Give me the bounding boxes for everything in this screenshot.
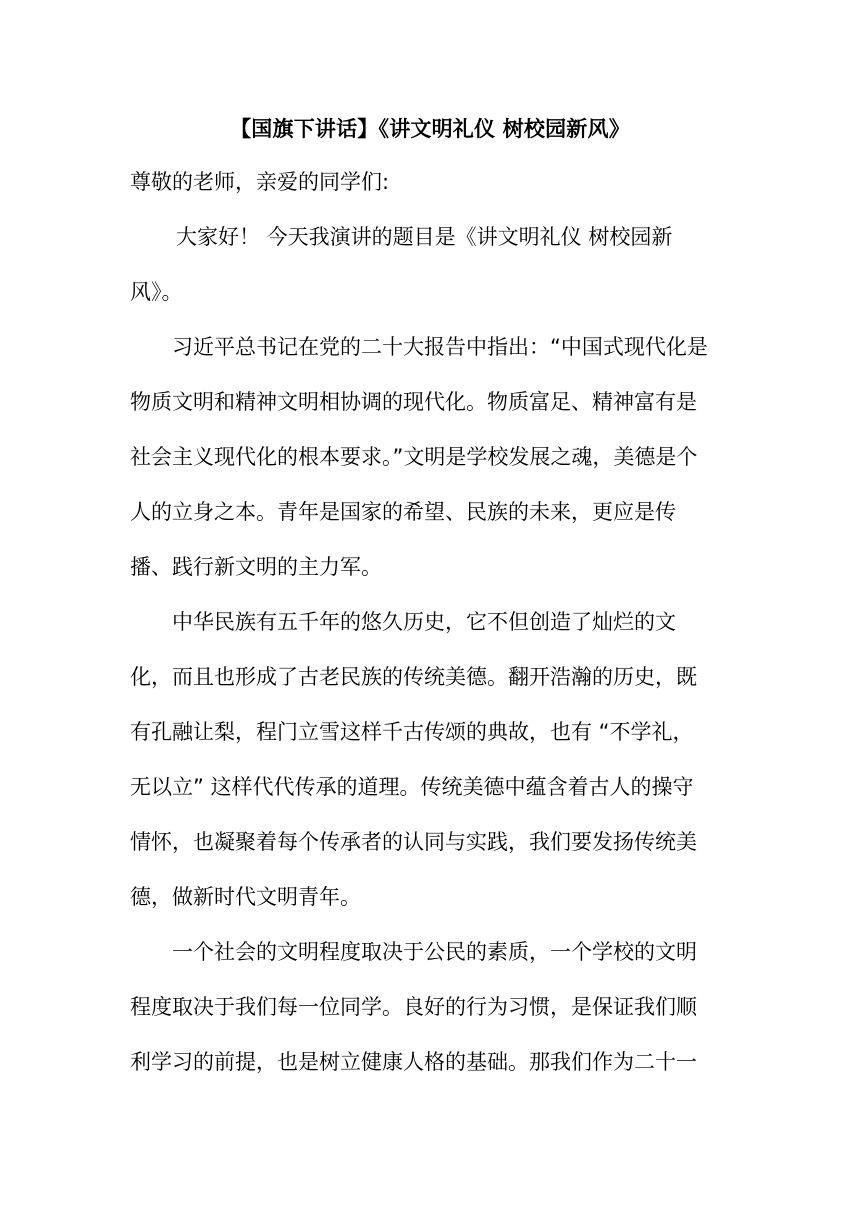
- body-line: 风》。: [130, 280, 183, 304]
- body-line: 利学习的前提，也是树立健康人格的基础。那我们作为二十一: [130, 1050, 697, 1074]
- body-line: 中华民族有五千年的悠久历史，它不但创造了灿烂的文: [172, 610, 676, 634]
- body-line: 社会主义现代化的根本要求。”文明是学校发展之魂，美德是个: [130, 445, 698, 469]
- body-line: 习近平总书记在党的二十大报告中指出：“中国式现代化是: [172, 335, 708, 359]
- body-line: 情怀，也凝聚着每个传承者的认同与实践，我们要发扬传统美: [130, 830, 697, 854]
- body-line: 化，而且也形成了古老民族的传统美德。翻开浩瀚的历史，既: [130, 665, 697, 689]
- body-line: 无以立” 这样代代传承的道理。传统美德中蕴含着古人的操守: [130, 775, 694, 799]
- body-line: 德，做新时代文明青年。: [130, 885, 361, 909]
- salutation-line: 尊敬的老师，亲爱的同学们:: [130, 170, 390, 194]
- body-line: 播、践行新文明的主力军。: [130, 555, 382, 579]
- body-line: 一个社会的文明程度取决于公民的素质，一个学校的文明: [172, 940, 697, 964]
- body-line: 程度取决于我们每一位同学。良好的行为习惯，是保证我们顺: [130, 995, 697, 1019]
- body-line: 有孔融让梨，程门立雪这样千古传颂的典故，也有 “不学礼，: [130, 720, 694, 744]
- body-line: 大家好！ 今天我演讲的题目是《讲文明礼仪 树校园新: [176, 225, 673, 249]
- body-line: 物质文明和精神文明相协调的现代化。物质富足、精神富有是: [130, 390, 697, 414]
- document-title: 【国旗下讲话】《讲文明礼仪 树校园新风》: [230, 117, 630, 141]
- body-line: 人的立身之本。青年是国家的希望、民族的未来，更应是传: [130, 500, 676, 524]
